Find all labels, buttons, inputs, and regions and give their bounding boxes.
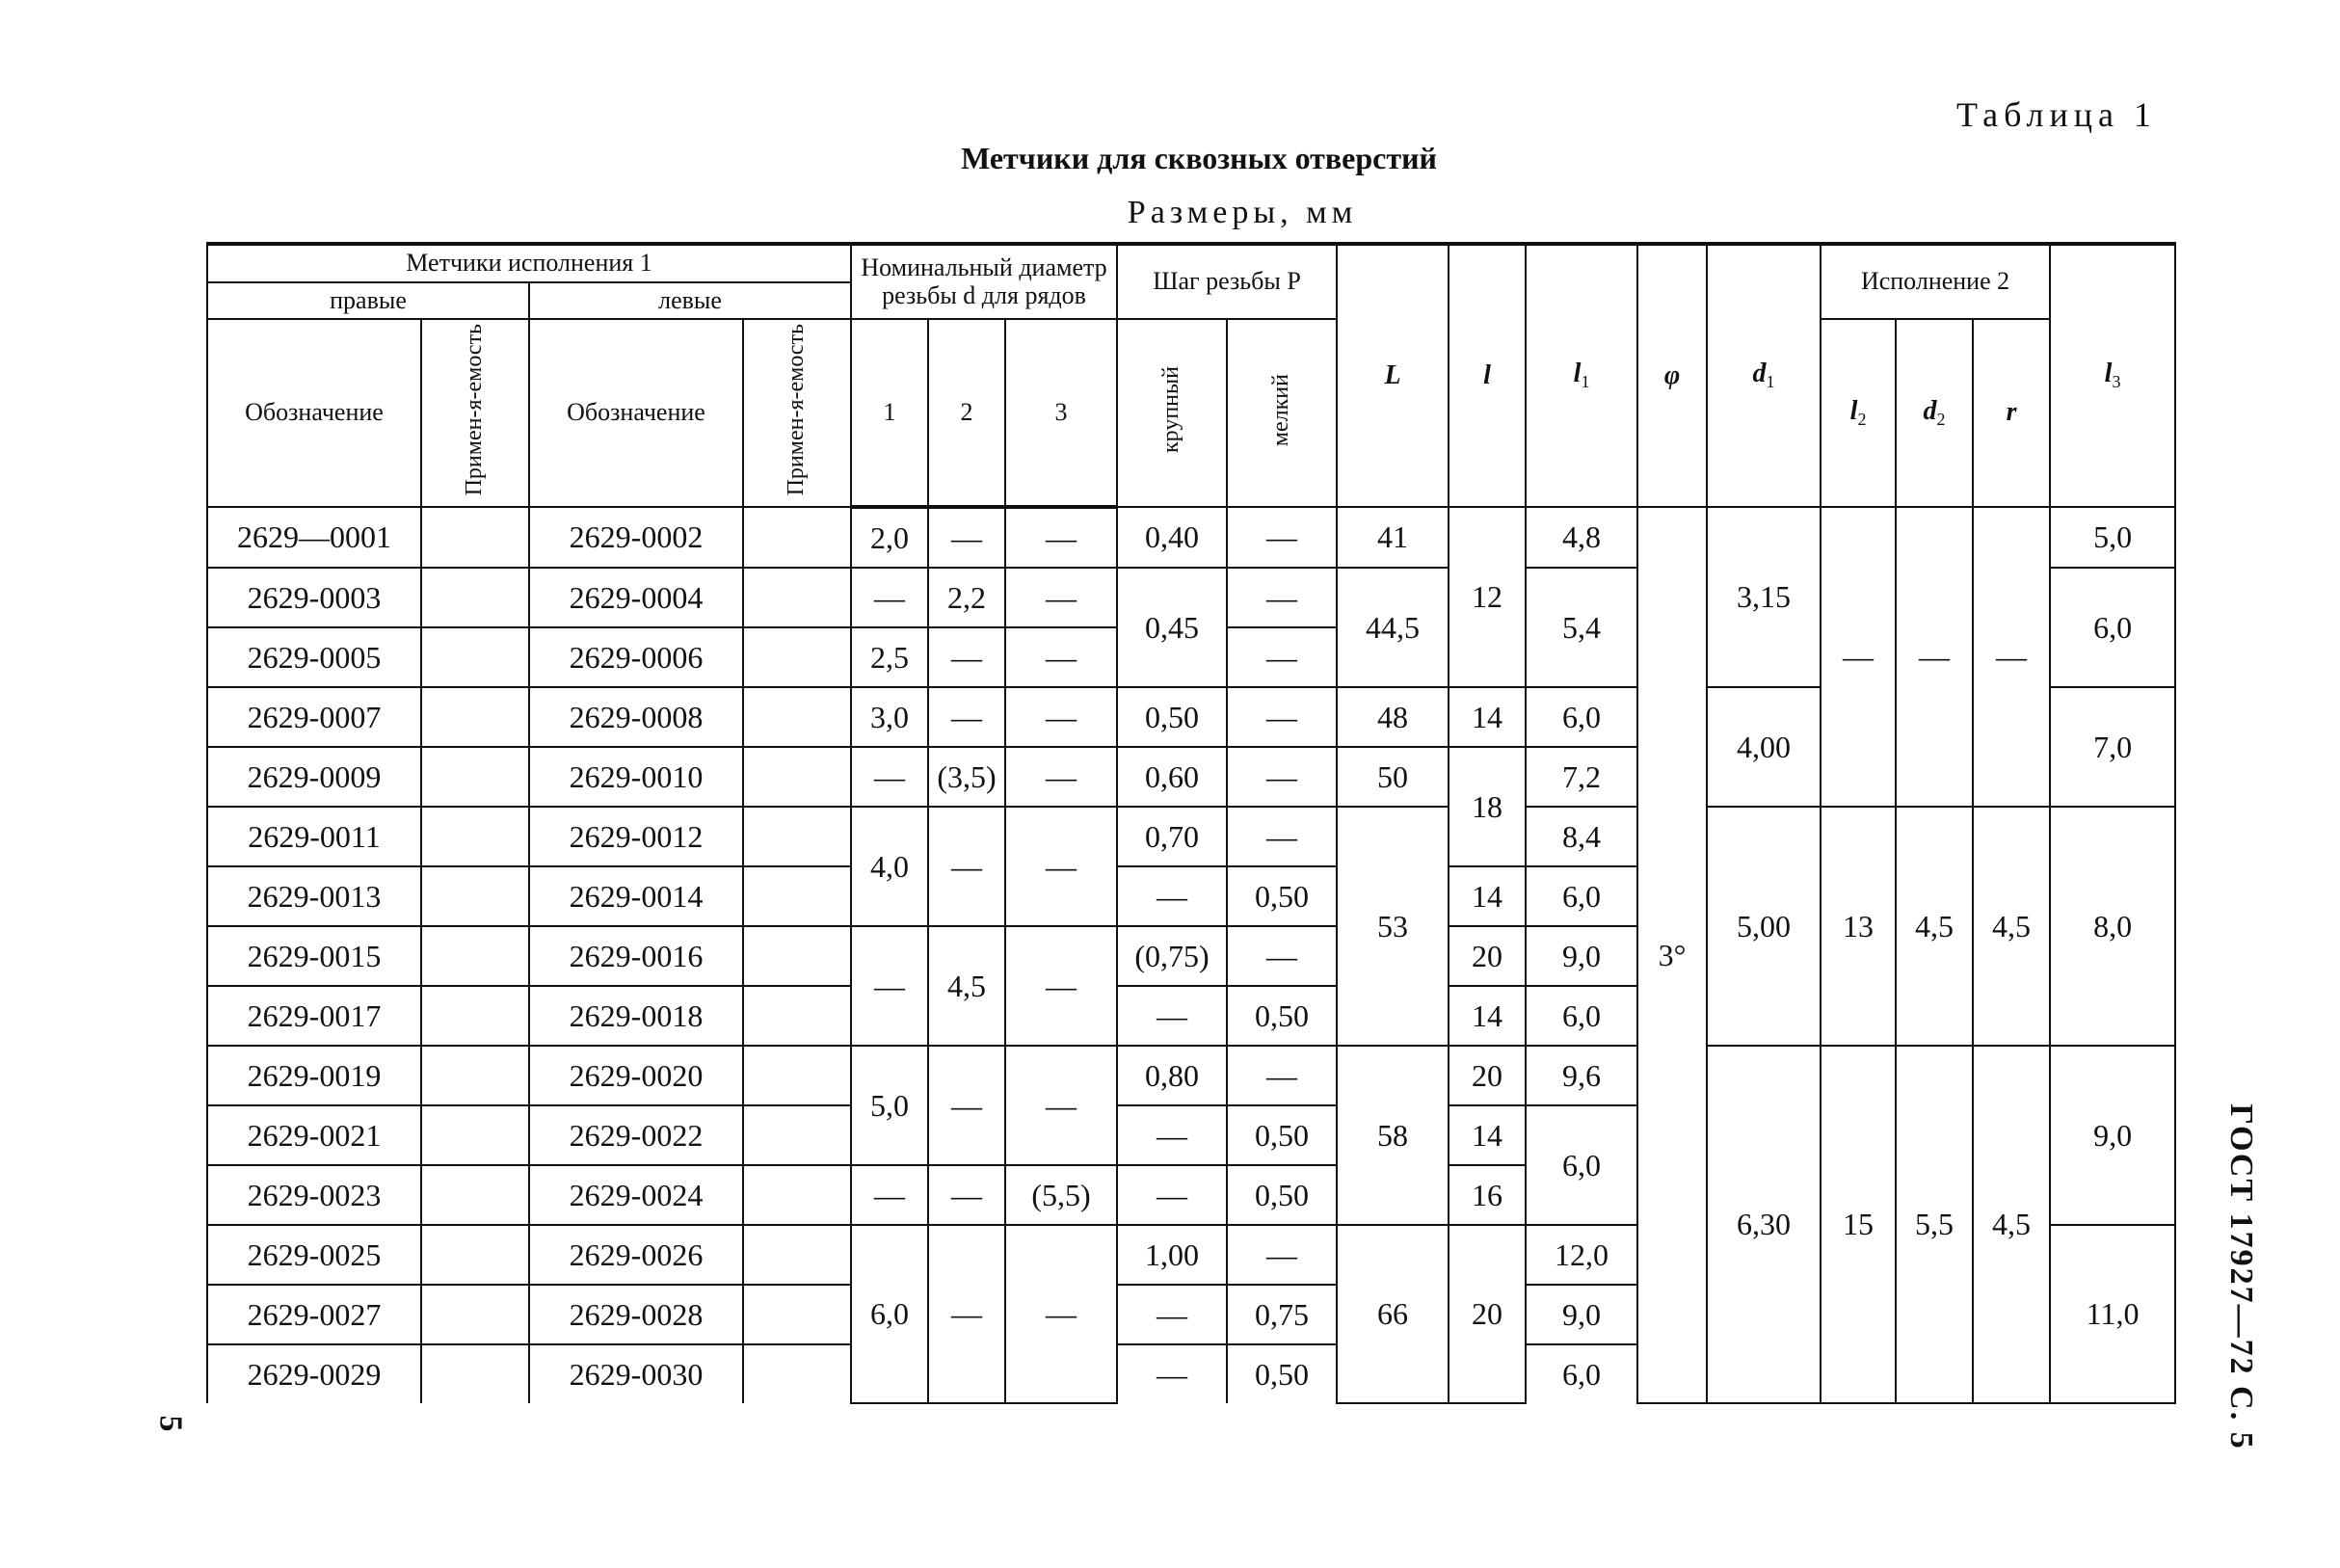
angle-phi: 3° <box>1637 507 1707 1403</box>
length-l: 14 <box>1449 687 1526 747</box>
diameter-row1: — <box>851 747 928 807</box>
designation-right: 2629-0005 <box>207 627 421 687</box>
designation-right: 2629-0023 <box>207 1165 421 1225</box>
applicability-right <box>421 1105 529 1165</box>
table-row <box>207 1046 2175 1105</box>
header-d1: $d_1$ <box>1707 244 1821 507</box>
header-fine: мелкий <box>1227 319 1337 507</box>
diameter-row2: — <box>928 1225 1005 1403</box>
designation-left: 2629-0026 <box>529 1225 743 1285</box>
length-l1: 6,0 <box>1526 1344 1637 1403</box>
diameter-row1: — <box>851 926 928 1046</box>
diameter-row3: — <box>1005 747 1117 807</box>
diameter-d1: 4,00 <box>1707 687 1821 807</box>
length-l3: 8,0 <box>2050 807 2175 1046</box>
applicability-right <box>421 507 529 568</box>
length-l3: 7,0 <box>2050 687 2175 807</box>
applicability-right <box>421 986 529 1046</box>
table-row <box>207 507 2175 568</box>
pitch-coarse: — <box>1117 1165 1227 1225</box>
designation-right: 2629-0025 <box>207 1225 421 1285</box>
designation-left: 2629-0008 <box>529 687 743 747</box>
length-L: 50 <box>1337 747 1449 807</box>
diameter-row1: — <box>851 1165 928 1225</box>
pitch-fine: 0,75 <box>1227 1285 1337 1344</box>
length-l1: 4,8 <box>1526 507 1637 568</box>
length-L: 44,5 <box>1337 568 1449 687</box>
designation-right: 2629-0029 <box>207 1344 421 1403</box>
applicability-left <box>743 568 851 627</box>
applicability-right <box>421 568 529 627</box>
header-L: L <box>1337 244 1449 507</box>
header-coarse: крупный <box>1117 319 1227 507</box>
diameter-row2: 2,2 <box>928 568 1005 627</box>
applicability-left <box>743 1105 851 1165</box>
header-l1: $l_1$ <box>1526 244 1637 507</box>
designation-right: 2629-0007 <box>207 687 421 747</box>
pitch-fine: 0,50 <box>1227 1165 1337 1225</box>
diameter-row3: — <box>1005 627 1117 687</box>
length-l1: 5,4 <box>1526 568 1637 687</box>
pitch-fine: — <box>1227 1225 1337 1285</box>
header-pitch: Шаг резьбы P <box>1117 244 1337 319</box>
header-d2: $d_2$ <box>1896 319 1973 507</box>
applicability-right <box>421 687 529 747</box>
diameter-row1: 4,0 <box>851 807 928 926</box>
length-l2: 15 <box>1821 1046 1896 1403</box>
length-l3: 5,0 <box>2050 507 2175 568</box>
applicability-left <box>743 747 851 807</box>
length-L: 66 <box>1337 1225 1449 1403</box>
length-l3: 11,0 <box>2050 1225 2175 1403</box>
length-l1: 12,0 <box>1526 1225 1637 1285</box>
pitch-coarse: 0,60 <box>1117 747 1227 807</box>
designation-left: 2629-0004 <box>529 568 743 627</box>
applicability-left <box>743 687 851 747</box>
pitch-fine: 0,50 <box>1227 1344 1337 1403</box>
length-l3: 9,0 <box>2050 1046 2175 1225</box>
pitch-fine: — <box>1227 807 1337 866</box>
pitch-fine: 0,50 <box>1227 986 1337 1046</box>
designation-left: 2629-0030 <box>529 1344 743 1403</box>
applicability-left <box>743 986 851 1046</box>
pitch-coarse: — <box>1117 986 1227 1046</box>
applicability-right <box>421 627 529 687</box>
table-subtitle: Размеры, мм <box>1127 195 1358 230</box>
length-l: 14 <box>1449 866 1526 926</box>
table-row <box>207 807 2175 866</box>
length-l1: 6,0 <box>1526 1105 1637 1225</box>
page-number: 5 <box>152 1415 189 1432</box>
length-l1: 9,6 <box>1526 1046 1637 1105</box>
diameter-row3: (5,5) <box>1005 1165 1117 1225</box>
diameter-row2: — <box>928 507 1005 568</box>
pitch-coarse: — <box>1117 1285 1227 1344</box>
pitch-fine: 0,50 <box>1227 1105 1337 1165</box>
designation-left: 2629-0002 <box>529 507 743 568</box>
header-l3: $l_3$ <box>2050 244 2175 507</box>
diameter-row3: — <box>1005 687 1117 747</box>
length-l: 12 <box>1449 507 1526 687</box>
applicability-left <box>743 1285 851 1344</box>
header-r: r <box>1973 319 2050 507</box>
side-standard-code: ГОСТ 17927—72 С. 5 <box>2223 1103 2259 1450</box>
designation-left: 2629-0006 <box>529 627 743 687</box>
length-L: 53 <box>1337 807 1449 1046</box>
length-l3: 6,0 <box>2050 568 2175 687</box>
length-l1: 8,4 <box>1526 807 1637 866</box>
diameter-row3: — <box>1005 568 1117 627</box>
diameter-row3: — <box>1005 926 1117 1046</box>
header-group-exec1: Метчики исполнения 1 <box>207 244 851 282</box>
pitch-coarse: 0,70 <box>1117 807 1227 866</box>
diameter-row1: 3,0 <box>851 687 928 747</box>
pitch-fine: 0,50 <box>1227 866 1337 926</box>
diameter-row2: — <box>928 627 1005 687</box>
header-phi: φ <box>1637 244 1707 507</box>
header-applicability-right: Примен-я-емость <box>421 319 529 507</box>
pitch-fine: — <box>1227 507 1337 568</box>
diameter-row3: — <box>1005 507 1117 568</box>
applicability-right <box>421 747 529 807</box>
applicability-left <box>743 1046 851 1105</box>
designation-left: 2629-0012 <box>529 807 743 866</box>
diameter-row1: 5,0 <box>851 1046 928 1165</box>
applicability-left <box>743 807 851 866</box>
radius-r: — <box>1973 507 2050 807</box>
length-l1: 6,0 <box>1526 866 1637 926</box>
header-row-2: 2 <box>928 319 1005 507</box>
designation-right: 2629-0021 <box>207 1105 421 1165</box>
designation-left: 2629-0010 <box>529 747 743 807</box>
diameter-row2: — <box>928 687 1005 747</box>
header-right: правые <box>207 282 529 320</box>
diameter-row2: — <box>928 1165 1005 1225</box>
header-designation-right: Обозначение <box>207 319 421 507</box>
diameter-d2: 4,5 <box>1896 807 1973 1046</box>
header-row-3: 3 <box>1005 319 1117 507</box>
length-l1: 9,0 <box>1526 926 1637 986</box>
length-l: 16 <box>1449 1165 1526 1225</box>
radius-r: 4,5 <box>1973 1046 2050 1403</box>
diameter-row3: — <box>1005 1046 1117 1165</box>
designation-left: 2629-0014 <box>529 866 743 926</box>
table-title: Метчики для сквозных отверстий <box>961 141 1437 175</box>
applicability-right <box>421 926 529 986</box>
length-L: 41 <box>1337 507 1449 568</box>
diameter-row3: — <box>1005 1225 1117 1403</box>
designation-right: 2629-0003 <box>207 568 421 627</box>
applicability-right <box>421 866 529 926</box>
designation-left: 2629-0024 <box>529 1165 743 1225</box>
pitch-coarse: 1,00 <box>1117 1225 1227 1285</box>
header-nominal-diameter: Номинальный диаметр резьбы d для рядов <box>851 244 1117 319</box>
pitch-coarse: 0,50 <box>1117 687 1227 747</box>
length-l: 18 <box>1449 747 1526 866</box>
applicability-right <box>421 1046 529 1105</box>
pitch-fine: — <box>1227 687 1337 747</box>
dimensions-table <box>206 242 2176 1404</box>
designation-left: 2629-0020 <box>529 1046 743 1105</box>
designation-right: 2629-0017 <box>207 986 421 1046</box>
header-exec2: Исполнение 2 <box>1821 244 2050 319</box>
applicability-right <box>421 1165 529 1225</box>
designation-right: 2629-0009 <box>207 747 421 807</box>
diameter-row1: 2,0 <box>851 507 928 568</box>
applicability-right <box>421 1285 529 1344</box>
length-l1: 6,0 <box>1526 986 1637 1046</box>
diameter-row1: 6,0 <box>851 1225 928 1403</box>
applicability-left <box>743 866 851 926</box>
diameter-row3: — <box>1005 807 1117 926</box>
header-left: левые <box>529 282 851 320</box>
length-l: 14 <box>1449 986 1526 1046</box>
designation-right: 2629-0027 <box>207 1285 421 1344</box>
pitch-fine: — <box>1227 627 1337 687</box>
diameter-row2: — <box>928 1046 1005 1165</box>
diameter-d1: 6,30 <box>1707 1046 1821 1403</box>
header-l: l <box>1449 244 1526 507</box>
applicability-right <box>421 1225 529 1285</box>
applicability-left <box>743 1165 851 1225</box>
designation-left: 2629-0028 <box>529 1285 743 1344</box>
length-l1: 7,2 <box>1526 747 1637 807</box>
header-row-1: 1 <box>851 319 928 507</box>
pitch-fine: — <box>1227 568 1337 627</box>
designation-right: 2629—0001 <box>207 507 421 568</box>
designation-left: 2629-0018 <box>529 986 743 1046</box>
header-designation-left: Обозначение <box>529 319 743 507</box>
pitch-coarse: — <box>1117 866 1227 926</box>
designation-left: 2629-0016 <box>529 926 743 986</box>
diameter-row2: (3,5) <box>928 747 1005 807</box>
designation-right: 2629-0013 <box>207 866 421 926</box>
header-l2: $l_2$ <box>1821 319 1896 507</box>
designation-left: 2629-0022 <box>529 1105 743 1165</box>
diameter-row1: 2,5 <box>851 627 928 687</box>
diameter-d2: 5,5 <box>1896 1046 1973 1403</box>
designation-right: 2629-0015 <box>207 926 421 986</box>
pitch-fine: — <box>1227 926 1337 986</box>
applicability-left <box>743 507 851 568</box>
length-L: 58 <box>1337 1046 1449 1225</box>
length-l1: 9,0 <box>1526 1285 1637 1344</box>
pitch-coarse: — <box>1117 1105 1227 1165</box>
diameter-d2: — <box>1896 507 1973 807</box>
length-l2: — <box>1821 507 1896 807</box>
designation-right: 2629-0011 <box>207 807 421 866</box>
diameter-d1: 5,00 <box>1707 807 1821 1046</box>
length-l1: 6,0 <box>1526 687 1637 747</box>
length-l: 14 <box>1449 1105 1526 1165</box>
applicability-right <box>421 807 529 866</box>
radius-r: 4,5 <box>1973 807 2050 1046</box>
pitch-coarse: 0,80 <box>1117 1046 1227 1105</box>
applicability-left <box>743 627 851 687</box>
applicability-left <box>743 926 851 986</box>
pitch-fine: — <box>1227 1046 1337 1105</box>
diameter-row1: — <box>851 568 928 627</box>
diameter-row2: — <box>928 807 1005 926</box>
pitch-coarse: 0,45 <box>1117 568 1227 687</box>
diameter-d1: 3,15 <box>1707 507 1821 687</box>
length-L: 48 <box>1337 687 1449 747</box>
applicability-left <box>743 1225 851 1285</box>
length-l: 20 <box>1449 1225 1526 1403</box>
pitch-coarse: (0,75) <box>1117 926 1227 986</box>
pitch-coarse: — <box>1117 1344 1227 1403</box>
length-l: 20 <box>1449 1046 1526 1105</box>
diameter-row2: 4,5 <box>928 926 1005 1046</box>
applicability-left <box>743 1344 851 1403</box>
table-label: Таблица 1 <box>1956 95 2157 134</box>
pitch-fine: — <box>1227 747 1337 807</box>
pitch-coarse: 0,40 <box>1117 507 1227 568</box>
header-applicability-left: Примен-я-емость <box>743 319 851 507</box>
designation-right: 2629-0019 <box>207 1046 421 1105</box>
length-l2: 13 <box>1821 807 1896 1046</box>
length-l: 20 <box>1449 926 1526 986</box>
applicability-right <box>421 1344 529 1403</box>
